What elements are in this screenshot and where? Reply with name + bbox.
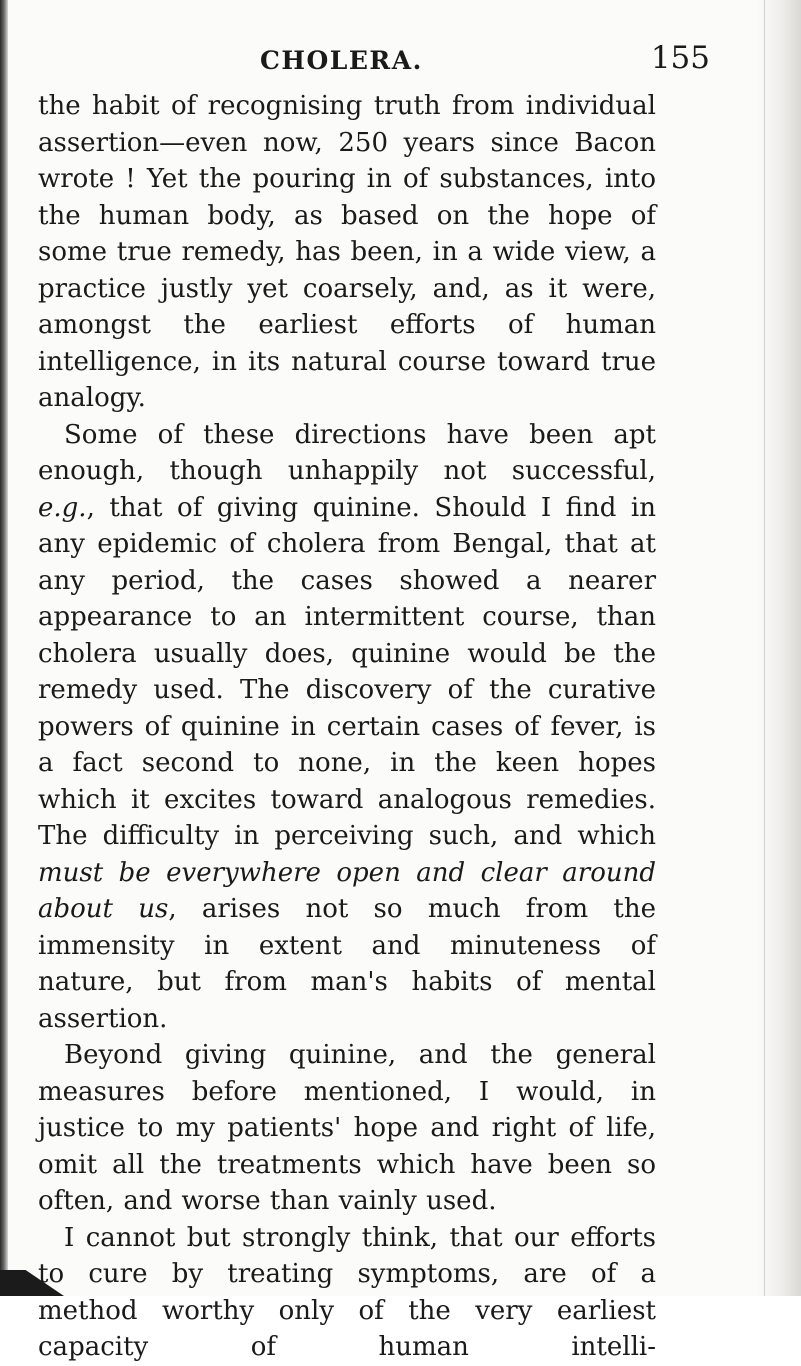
emphasis-italic: must be everywhere open and clear around about us	[38, 857, 656, 924]
paragraph-2-part-3: , arises not so much from the immensity in extent and minuteness of nature, but from man's habits of mental assertion.	[38, 894, 656, 1034]
paragraph-3: Beyond giving quinine, and the general measures before mentioned, I would, in justice to my patients' hope and right of life, omit all the treatments which have been so often, and worse than vainly used.	[38, 1040, 656, 1216]
paragraph-1: the habit of recognising truth from individual assertion—even now, 250 years since Bacon wrote ! Yet the pouring in of substances, into the human body, as based on the hope of some true remedy, has been, in a wide view, a practice justly yet coarsely, and, as it were, amongst the earliest efforts of human intelligence, in its natural course toward true analogy.	[38, 91, 656, 413]
paragraph-2-part-1: Some of these directions have been apt enough, though unhappily not successful,	[38, 419, 656, 486]
running-head: CHOLERA.	[260, 46, 423, 75]
paragraph-2-part-2: , that of giving quinine. Should I find in any epidemic of cholera from Bengal, that at any period, the cases showed a nearer appearance to an intermittent course, than cholera usually does, quinine would be the remedy used. The discovery of the curative powers of quinine in certain cases of fever, is a fact second to none, in the keen hopes which it excites toward analogous remedies. The difficulty in perceiving such, and which	[38, 492, 656, 851]
paragraph-2	[38, 417, 656, 1038]
page-number: 155	[650, 40, 710, 76]
paragraph-4: I cannot but strongly think, that our efforts to cure by treating symptoms, are of a method worthy only of the very earliest capacity of human intelli-	[38, 1222, 656, 1362]
page-edge-line	[764, 0, 765, 1296]
page-header	[38, 40, 718, 84]
binding-shadow	[0, 0, 8, 1296]
eg-italic: e.g.	[38, 492, 87, 523]
body-text	[38, 88, 656, 1366]
